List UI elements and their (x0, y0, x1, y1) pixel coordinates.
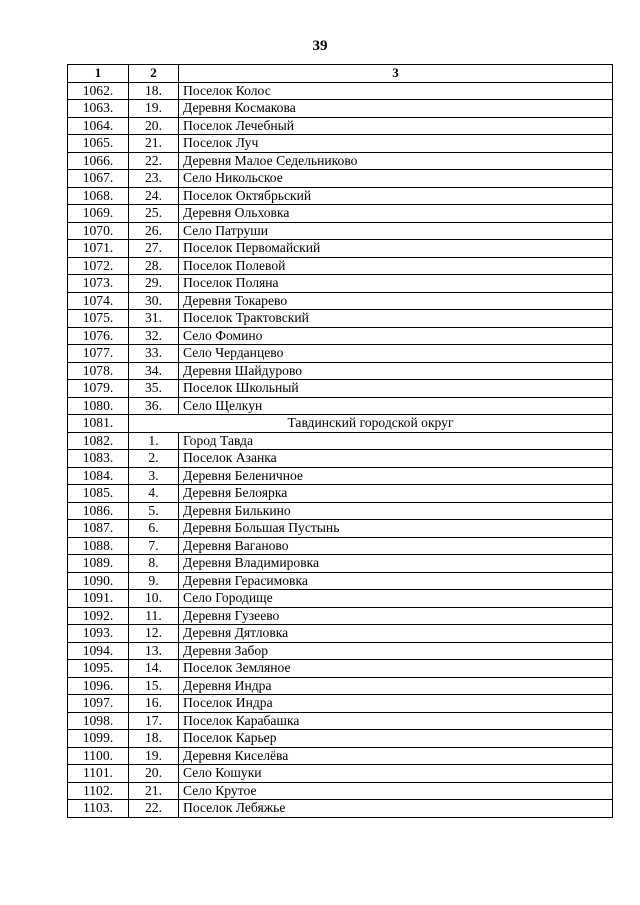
local-number: 2. (129, 450, 179, 468)
settlement-name: Деревня Шайдурово (179, 362, 613, 380)
table-row (68, 222, 613, 240)
table-row (68, 310, 613, 328)
local-number: 17. (129, 712, 179, 730)
settlement-name: Деревня Ваганово (179, 537, 613, 555)
table-row (68, 695, 613, 713)
local-number: 24. (129, 187, 179, 205)
local-number: 4. (129, 485, 179, 503)
local-number: 20. (129, 765, 179, 783)
settlement-name: Деревня Дятловка (179, 625, 613, 643)
settlement-name: Поселок Поляна (179, 275, 613, 293)
local-number: 21. (129, 135, 179, 153)
column-header-1: 1 (68, 65, 129, 83)
local-number: 13. (129, 642, 179, 660)
table-row (68, 730, 613, 748)
local-number: 14. (129, 660, 179, 678)
local-number: 12. (129, 625, 179, 643)
row-number: 1098. (68, 712, 129, 730)
table-row (68, 520, 613, 538)
row-number: 1067. (68, 170, 129, 188)
table-row (68, 747, 613, 765)
row-number: 1084. (68, 467, 129, 485)
row-number: 1080. (68, 397, 129, 415)
row-number: 1087. (68, 520, 129, 538)
settlement-name: Поселок Лебяжье (179, 800, 613, 818)
row-number: 1078. (68, 362, 129, 380)
local-number: 22. (129, 152, 179, 170)
table-row (68, 100, 613, 118)
local-number: 33. (129, 345, 179, 363)
row-number: 1101. (68, 765, 129, 783)
local-number: 21. (129, 782, 179, 800)
row-number: 1090. (68, 572, 129, 590)
row-number: 1100. (68, 747, 129, 765)
settlement-name: Село Кошуки (179, 765, 613, 783)
table-row (68, 152, 613, 170)
table-row (68, 800, 613, 818)
local-number: 25. (129, 205, 179, 223)
row-number: 1097. (68, 695, 129, 713)
settlement-name: Деревня Белоярка (179, 485, 613, 503)
row-number: 1071. (68, 240, 129, 258)
settlement-name: Деревня Герасимовка (179, 572, 613, 590)
local-number: 8. (129, 555, 179, 573)
row-number: 1065. (68, 135, 129, 153)
settlement-name: Поселок Карьер (179, 730, 613, 748)
row-number: 1062. (68, 82, 129, 100)
column-header-2: 2 (129, 65, 179, 83)
local-number: 11. (129, 607, 179, 625)
row-number: 1088. (68, 537, 129, 555)
table-row (68, 170, 613, 188)
local-number: 31. (129, 310, 179, 328)
settlement-name: Село Фомино (179, 327, 613, 345)
settlement-name: Поселок Школьный (179, 380, 613, 398)
table-header-row (68, 65, 613, 83)
local-number: 7. (129, 537, 179, 555)
row-number: 1074. (68, 292, 129, 310)
row-number: 1077. (68, 345, 129, 363)
row-number: 1068. (68, 187, 129, 205)
settlement-name: Деревня Киселёва (179, 747, 613, 765)
settlement-name: Деревня Владимировка (179, 555, 613, 573)
settlement-name: Город Тавда (179, 432, 613, 450)
table-row (68, 607, 613, 625)
table-row (68, 782, 613, 800)
row-number: 1066. (68, 152, 129, 170)
row-number: 1095. (68, 660, 129, 678)
local-number: 1. (129, 432, 179, 450)
row-number: 1099. (68, 730, 129, 748)
local-number: 20. (129, 117, 179, 135)
row-number: 1072. (68, 257, 129, 275)
local-number: 5. (129, 502, 179, 520)
table-row (68, 537, 613, 555)
row-number: 1102. (68, 782, 129, 800)
settlement-name: Поселок Лечебный (179, 117, 613, 135)
row-number: 1075. (68, 310, 129, 328)
row-number: 1070. (68, 222, 129, 240)
local-number: 26. (129, 222, 179, 240)
local-number: 30. (129, 292, 179, 310)
settlements-table (67, 64, 613, 818)
settlement-name: Село Щелкун (179, 397, 613, 415)
table-row (68, 502, 613, 520)
table-row (68, 362, 613, 380)
column-header-3: 3 (179, 65, 613, 83)
local-number: 19. (129, 100, 179, 118)
row-number: 1069. (68, 205, 129, 223)
local-number: 3. (129, 467, 179, 485)
settlement-name: Деревня Малое Седельниково (179, 152, 613, 170)
local-number: 18. (129, 82, 179, 100)
row-number: 1089. (68, 555, 129, 573)
table-row (68, 450, 613, 468)
settlement-name: Поселок Карабашка (179, 712, 613, 730)
local-number: 15. (129, 677, 179, 695)
row-number: 1092. (68, 607, 129, 625)
table-row (68, 677, 613, 695)
settlement-name: Деревня Космакова (179, 100, 613, 118)
table-row (68, 187, 613, 205)
table-row (68, 257, 613, 275)
row-number: 1094. (68, 642, 129, 660)
table-row (68, 82, 613, 100)
row-number: 1081. (68, 415, 129, 433)
local-number: 19. (129, 747, 179, 765)
settlement-name: Село Крутое (179, 782, 613, 800)
local-number: 9. (129, 572, 179, 590)
table-row (68, 555, 613, 573)
table-row (68, 135, 613, 153)
local-number: 27. (129, 240, 179, 258)
row-number: 1076. (68, 327, 129, 345)
table-row (68, 642, 613, 660)
settlement-name: Поселок Первомайский (179, 240, 613, 258)
section-row (68, 415, 613, 433)
settlement-name: Деревня Беленичное (179, 467, 613, 485)
local-number: 32. (129, 327, 179, 345)
table-row (68, 275, 613, 293)
local-number: 35. (129, 380, 179, 398)
settlement-name: Поселок Трактовский (179, 310, 613, 328)
page-number: 39 (312, 38, 328, 54)
local-number: 16. (129, 695, 179, 713)
table-body (68, 82, 613, 817)
table-row (68, 397, 613, 415)
table-row (68, 467, 613, 485)
settlement-name: Деревня Большая Пустынь (179, 520, 613, 538)
table-row (68, 625, 613, 643)
row-number: 1091. (68, 590, 129, 608)
settlement-name: Поселок Азанка (179, 450, 613, 468)
settlement-name: Деревня Ольховка (179, 205, 613, 223)
table-row (68, 660, 613, 678)
settlement-name: Деревня Билькино (179, 502, 613, 520)
table-row (68, 292, 613, 310)
local-number: 34. (129, 362, 179, 380)
local-number: 36. (129, 397, 179, 415)
row-number: 1073. (68, 275, 129, 293)
local-number: 28. (129, 257, 179, 275)
table-row (68, 380, 613, 398)
local-number: 22. (129, 800, 179, 818)
row-number: 1093. (68, 625, 129, 643)
settlement-name: Поселок Луч (179, 135, 613, 153)
table-row (68, 572, 613, 590)
row-number: 1079. (68, 380, 129, 398)
settlement-name: Село Городище (179, 590, 613, 608)
section-title: Тавдинский городской округ (129, 415, 613, 433)
table-row (68, 345, 613, 363)
table-row (68, 327, 613, 345)
settlement-name: Поселок Земляное (179, 660, 613, 678)
settlement-name: Поселок Индра (179, 695, 613, 713)
row-number: 1063. (68, 100, 129, 118)
table-row (68, 590, 613, 608)
local-number: 6. (129, 520, 179, 538)
local-number: 23. (129, 170, 179, 188)
row-number: 1083. (68, 450, 129, 468)
row-number: 1064. (68, 117, 129, 135)
settlement-name: Село Никольское (179, 170, 613, 188)
row-number: 1086. (68, 502, 129, 520)
table-row (68, 240, 613, 258)
table-row (68, 205, 613, 223)
table-row (68, 712, 613, 730)
local-number: 18. (129, 730, 179, 748)
settlement-name: Деревня Забор (179, 642, 613, 660)
settlement-name: Поселок Полевой (179, 257, 613, 275)
local-number: 29. (129, 275, 179, 293)
table-row (68, 432, 613, 450)
table-row (68, 485, 613, 503)
settlement-name: Поселок Колос (179, 82, 613, 100)
settlement-name: Деревня Индра (179, 677, 613, 695)
row-number: 1085. (68, 485, 129, 503)
table-row (68, 117, 613, 135)
row-number: 1096. (68, 677, 129, 695)
table-row (68, 765, 613, 783)
row-number: 1082. (68, 432, 129, 450)
settlement-name: Деревня Гузеево (179, 607, 613, 625)
settlement-name: Поселок Октябрьский (179, 187, 613, 205)
settlement-name: Село Патруши (179, 222, 613, 240)
settlement-name: Деревня Токарево (179, 292, 613, 310)
settlement-name: Село Черданцево (179, 345, 613, 363)
row-number: 1103. (68, 800, 129, 818)
local-number: 10. (129, 590, 179, 608)
